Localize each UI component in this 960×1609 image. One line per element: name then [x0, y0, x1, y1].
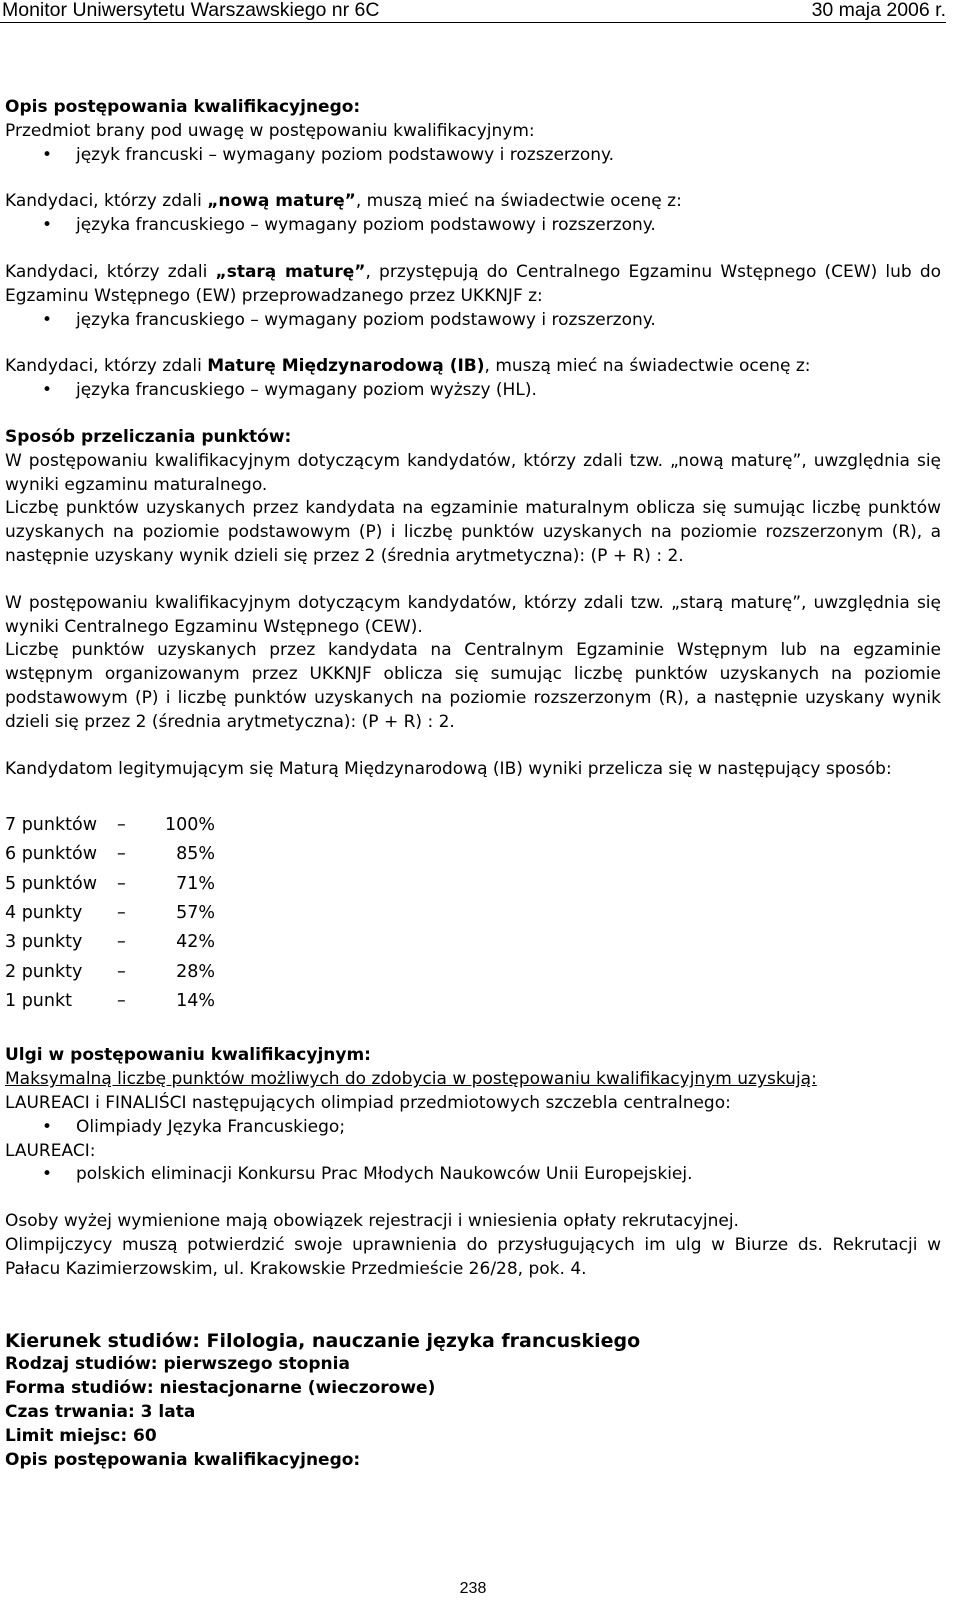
table-row: 6 punktów – 85%	[5, 844, 215, 865]
list-item: • polskich eliminacji Konkursu Prac Młodych Naukowców Unii Europejskiej.	[5, 1163, 941, 1187]
new-matura-list	[5, 214, 941, 238]
page-header	[0, 0, 946, 23]
table-row: 1 punkt – 14%	[5, 990, 215, 1011]
header-publication: Monitor Uniwersytetu Warszawskiego nr 6C	[2, 0, 380, 21]
points-paragraph-5: Kandydatom legitymującym się Maturą Międzynarodową (IB) wyniki przelicza się w następujący sposób:	[5, 758, 892, 779]
relief-max-points: Maksymalną liczbę punktów możliwych do zdobycia w postępowaniu kwalifikacyjnym uzyskują:	[5, 1069, 817, 1090]
ib-conversion-table	[5, 811, 215, 1016]
points-heading: Sposób przeliczania punktów:	[5, 426, 292, 447]
table-row: 2 punkty – 28%	[5, 961, 215, 982]
next-program-qual-heading: Opis postępowania kwalifikacyjnego:	[5, 1449, 361, 1470]
table-row: 5 punktów – 71%	[5, 873, 215, 894]
relief-note-olympians: Olimpijczycy muszą potwierdzić swoje uprawnienia do przysługujących im ulg w Biurze ds. Rekrutacji w Pałacu Kazimierzowskim, ul. Krakowskie Przedmieście 26/28, pok. 4.	[5, 1234, 941, 1279]
relief-note-registration: Osoby wyżej wymienione mają obowiązek rejestracji i wniesienia opłaty rekrutacyjnej.	[5, 1211, 739, 1232]
qual-heading: Opis postępowania kwalifikacyjnego:	[5, 97, 361, 117]
list-item: • języka francuskiego – wymagany poziom wyższy (HL).	[5, 379, 941, 403]
table-row: 3 punkty – 42%	[5, 932, 215, 953]
relief-laureaci: LAUREACI:	[5, 1140, 96, 1161]
next-program-form: Forma studiów: niestacjonarne (wieczorowe)	[5, 1378, 436, 1399]
subject-intro: Przedmiot brany pod uwagę w postępowaniu kwalifikacyjnym:	[5, 120, 535, 141]
list-item: • język francuski – wymagany poziom podstawowy i rozszerzony.	[5, 144, 941, 168]
header-date: 30 maja 2006 r.	[811, 0, 946, 21]
points-paragraph-4: Liczbę punktów uzyskanych przez kandydata na Centralnym Egzaminie Wstępnym lub na egzaminie wstępnym organizowanym przez UKKNJF oblicza się sumując liczbę punktów uzyskanych na poziomie podstawowym (P) i liczbę punktów uzyskanych na poziomie rozszerzonym (R), a następnie uzyskany wynik dzieli się przez 2 (średnia arytmetyczna): (P + R) : 2.	[5, 640, 941, 732]
next-program-type: Rodzaj studiów: pierwszego stopnia	[5, 1354, 350, 1375]
new-matura-paragraph: Kandydaci, którzy zdali „nową maturę”, muszą mieć na świadectwie ocenę z:	[5, 191, 682, 212]
list-item: • języka francuskiego – wymagany poziom podstawowy i rozszerzony.	[5, 309, 941, 333]
contest-list	[5, 1163, 941, 1187]
next-program-title: Kierunek studiów: Filologia, nauczanie języka francuskiego	[5, 1329, 641, 1352]
next-program-limit: Limit miejsc: 60	[5, 1425, 157, 1446]
next-program-duration: Czas trwania: 3 lata	[5, 1401, 196, 1422]
relief-laureaci-finalisci: LAUREACI i FINALIŚCI następujących olimpiad przedmiotowych szczebla centralnego:	[5, 1093, 731, 1113]
relief-heading: Ulgi w postępowaniu kwalifikacyjnym:	[5, 1045, 371, 1066]
subject-list	[5, 144, 941, 168]
page-number: 238	[459, 1580, 487, 1597]
old-matura-paragraph: Kandydaci, którzy zdali „starą maturę”, przystępują do Centralnego Egzaminu Wstępnego (CEW) lub do Egzaminu Wstępnego (EW) przeprowadzanego przez UKKNJF z:	[5, 261, 942, 306]
table-row: 7 punktów – 100%	[5, 815, 215, 836]
points-paragraph-2: Liczbę punktów uzyskanych przez kandydata na egzaminie maturalnym oblicza się sumując liczbę punktów uzyskanych na poziomie podstawowym (P) i liczbę punktów uzyskanych na poziomie rozszerzonym (R), a następnie uzyskany wynik dzieli się przez 2 (średnia arytmetyczna): (P + R) : 2.	[5, 498, 941, 566]
document-body	[5, 96, 941, 1472]
table-row: 4 punkty – 57%	[5, 902, 215, 923]
ib-paragraph: Kandydaci, którzy zdali Maturę Międzynarodową (IB), muszą mieć na świadectwie ocenę z:	[5, 356, 811, 377]
olympiad-list	[5, 1116, 941, 1140]
list-item: • Olimpiady Języka Francuskiego;	[5, 1116, 941, 1140]
old-matura-list	[5, 309, 941, 333]
points-paragraph-3: W postępowaniu kwalifikacyjnym dotyczącym kandydatów, którzy zdali tzw. „starą maturę”, uwzględnia się wyniki Centralnego Egzaminu Wstępnego (CEW).	[5, 592, 941, 637]
points-paragraph-1: W postępowaniu kwalifikacyjnym dotyczącym kandydatów, którzy zdali tzw. „nową maturę”, uwzględnia się wyniki egzaminu maturalnego.	[5, 450, 941, 495]
ib-list	[5, 379, 941, 403]
list-item: • języka francuskiego – wymagany poziom podstawowy i rozszerzony.	[5, 214, 941, 238]
